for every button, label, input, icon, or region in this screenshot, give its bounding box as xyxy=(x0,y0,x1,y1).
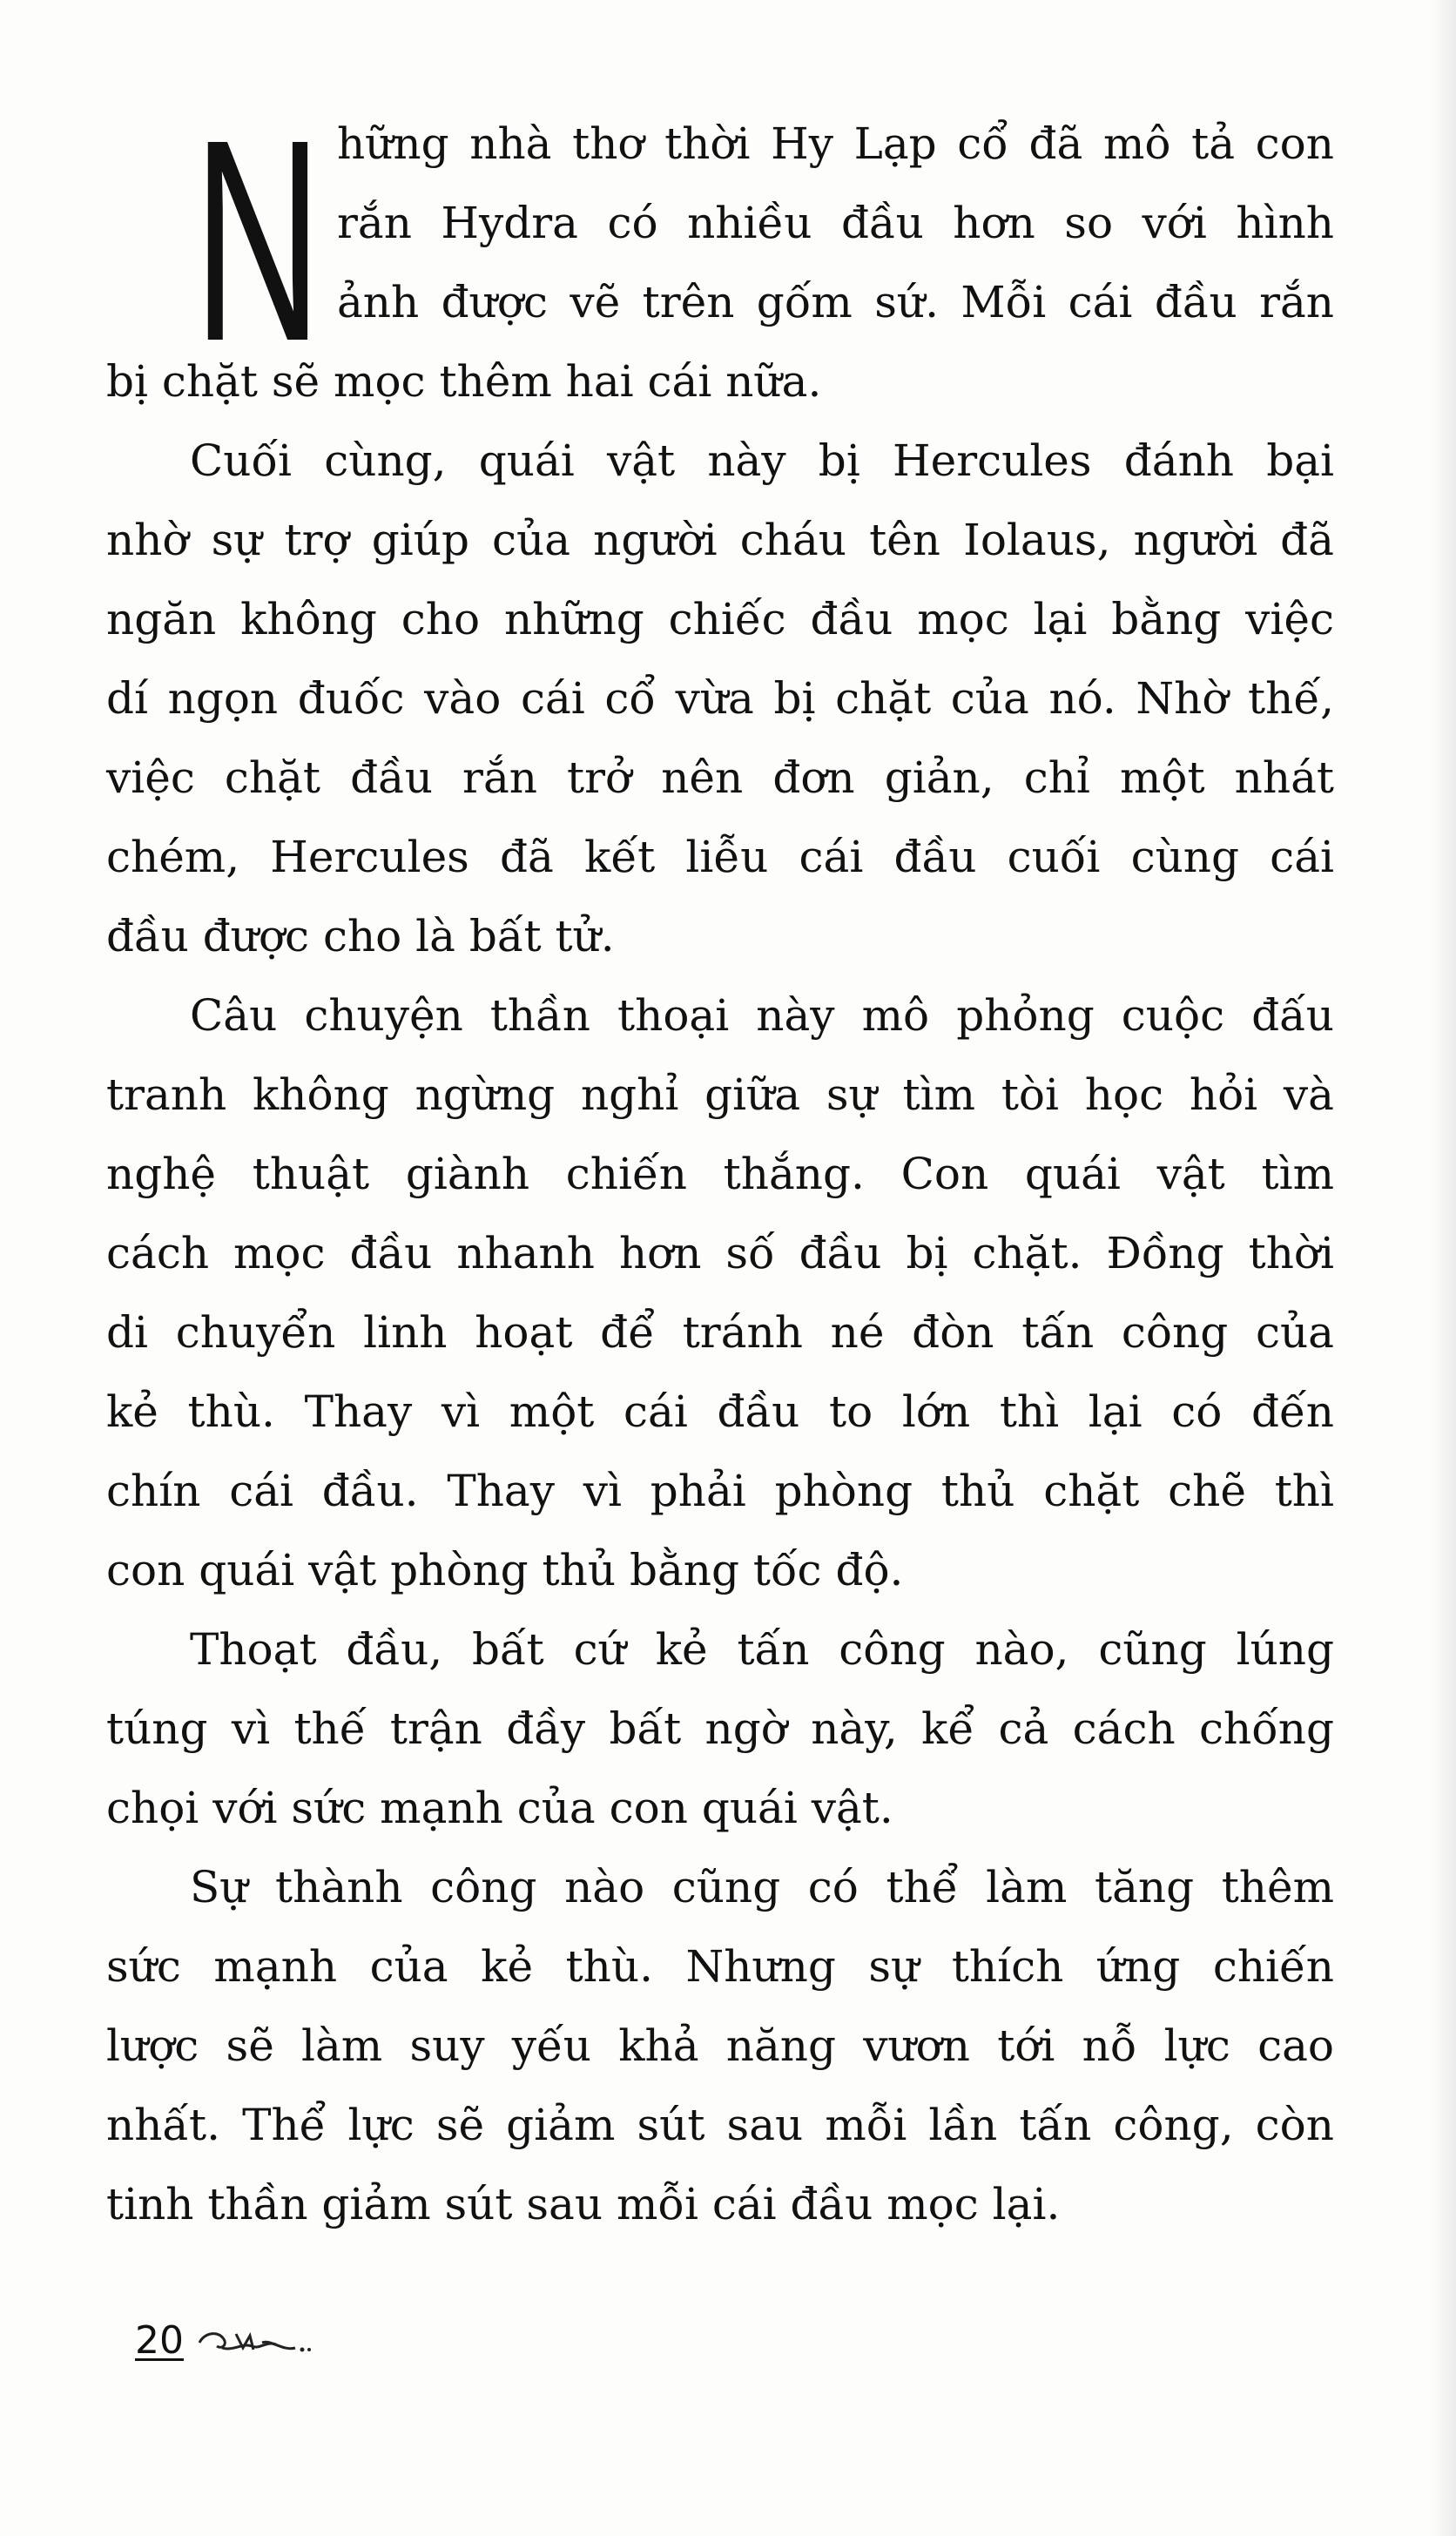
text-line: chọi với sức mạnh của con quái vật. xyxy=(106,1783,893,1833)
text-line: nghệ thuật giành chiến thắng. Con quái vật tìm xyxy=(106,1149,1334,1199)
text-line: cách mọc đầu nhanh hơn số đầu bị chặt. Đồng thời xyxy=(106,1228,1334,1278)
text-line: dí ngọn đuốc vào cái cổ vừa bị chặt của nó. Nhờ thế, xyxy=(106,673,1334,724)
text-line: rắn Hydra có nhiều đầu hơn so với hình xyxy=(337,198,1334,248)
page-number: 20 xyxy=(135,2318,184,2363)
text-line: ngăn không cho những chiếc đầu mọc lại bằng việc xyxy=(106,594,1334,644)
text-line: Cuối cùng, quái vật này bị Hercules đánh bại xyxy=(190,435,1334,486)
text-line: lược sẽ làm suy yếu khả năng vươn tới nỗ lực cao xyxy=(106,2020,1334,2071)
text-line: đầu được cho là bất tử. xyxy=(106,911,615,961)
text-line: tinh thần giảm sút sau mỗi cái đầu mọc lại. xyxy=(106,2179,1061,2229)
text-line: Thoạt đầu, bất cứ kẻ tấn công nào, cũng lúng xyxy=(190,1624,1334,1675)
paragraph-4 xyxy=(106,1610,1334,1848)
paragraph-1 xyxy=(185,105,1334,342)
text-line: con quái vật phòng thủ bằng tốc độ. xyxy=(106,1545,904,1595)
paragraph-3 xyxy=(106,976,1334,1610)
text-line: nhờ sự trợ giúp của người cháu tên Iolaus, người đã xyxy=(106,515,1334,565)
text-line: tranh không ngừng nghỉ giữa sự tìm tòi học hỏi và xyxy=(106,1069,1334,1120)
hydra-ornament-icon xyxy=(192,2317,314,2360)
text-line: chém, Hercules đã kết liễu cái đầu cuối cùng cái xyxy=(106,832,1334,882)
text-line: nhất. Thể lực sẽ giảm sút sau mỗi lần tấn công, còn xyxy=(106,2100,1334,2150)
text-line: Câu chuyện thần thoại này mô phỏng cuộc đấu xyxy=(190,990,1334,1041)
text-line: Sự thành công nào cũng có thể làm tăng thêm xyxy=(190,1862,1334,1912)
paragraph-5 xyxy=(106,1848,1334,2244)
text-line: túng vì thế trận đầy bất ngờ này, kể cả cách chống xyxy=(106,1703,1334,1754)
text-line: chín cái đầu. Thay vì phải phòng thủ chặt chẽ thì xyxy=(106,1466,1334,1516)
text-line: hững nhà thơ thời Hy Lạp cổ đã mô tả con xyxy=(337,118,1334,169)
text-line: ảnh được vẽ trên gốm sứ. Mỗi cái đầu rắn xyxy=(337,277,1334,327)
page-footer xyxy=(135,2317,314,2363)
drop-cap: N xyxy=(193,79,322,401)
paragraph-2 xyxy=(106,422,1334,976)
page-edge-shadow xyxy=(1430,0,1456,2536)
text-line: di chuyển linh hoạt để tránh né đòn tấn công của xyxy=(106,1307,1334,1358)
text-line: bị chặt sẽ mọc thêm hai cái nữa. xyxy=(106,356,822,407)
text-line: kẻ thù. Thay vì một cái đầu to lớn thì lại có đến xyxy=(106,1386,1334,1437)
text-line: việc chặt đầu rắn trở nên đơn giản, chỉ một nhát xyxy=(106,752,1334,803)
text-line: sức mạnh của kẻ thù. Nhưng sự thích ứng chiến xyxy=(106,1941,1334,1992)
body-text xyxy=(106,79,1334,2244)
paragraph-1-continued xyxy=(106,342,1334,422)
